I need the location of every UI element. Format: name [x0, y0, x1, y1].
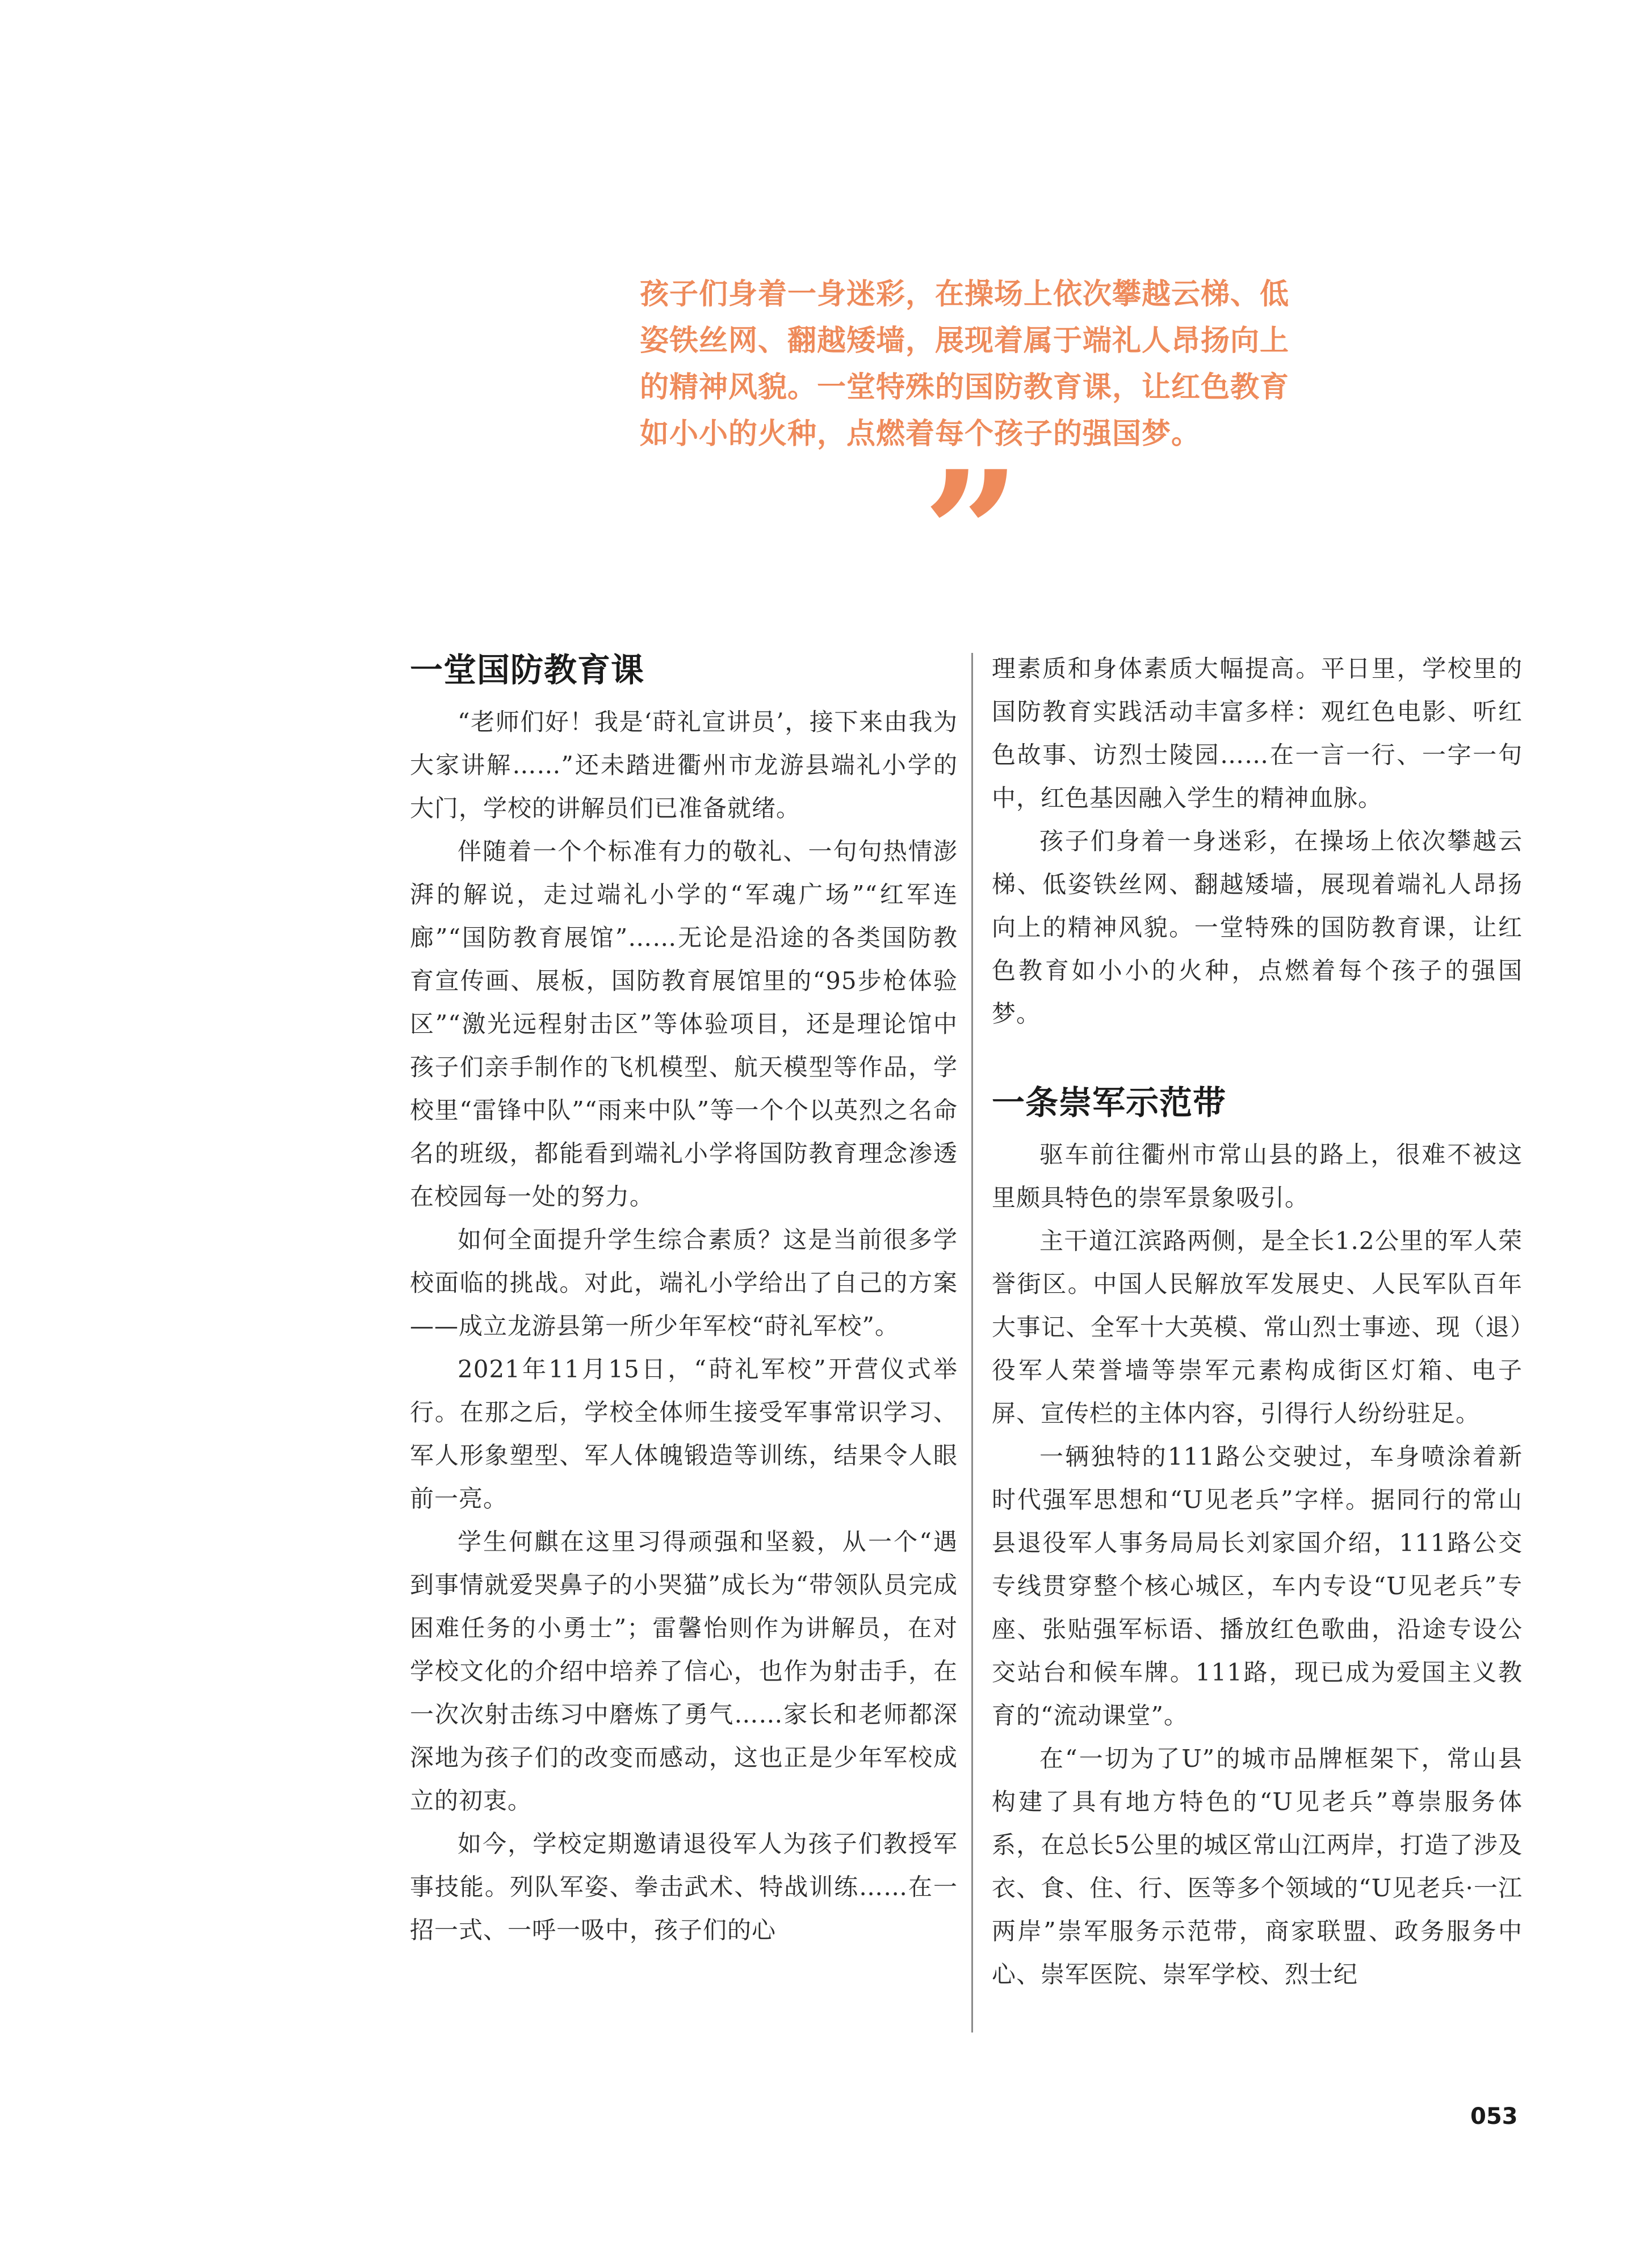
- pull-quote: 孩子们身着一身迷彩，在操场上依次攀越云梯、低姿铁丝网、翻越矮墙，展现着属于端礼人昂扬向上的精神风貌。一堂特殊的国防教育课，让红色教育如小小的火种，点燃着每个孩子的强国梦。: [640, 278, 1290, 451]
- paragraph: 2021年11月15日，“莳礼军校”开营仪式举行。在那之后，学校全体师生接受军事常识学习、军人形象塑型、军人体魄锻造等训练，结果令人眼前一亮。: [410, 1355, 958, 1512]
- paragraph: “老师们好！我是‘莳礼宣讲员’，接下来由我为大家讲解……”还未踏进衢州市龙游县端礼小学的大门，学校的讲解员们已准备就绪。: [410, 708, 958, 822]
- paragraph: 学生何麒在这里习得顽强和坚毅，从一个“遇到事情就爱哭鼻子的小哭猫”成长为“带领队员完成困难任务的小勇士”；雷馨怡则作为讲解员，在对学校文化的介绍中培养了信心，也作为射击手，在一次次射击练习中磨炼了勇气……家长和老师都深深地为孩子们的改变而感动，这也正是少年军校成立的初衷。: [410, 1528, 958, 1814]
- paragraph: 驱车前往衢州市常山县的路上，很难不被这里颇具特色的崇军景象吸引。: [992, 1141, 1523, 1212]
- section-heading-1: 一堂国防教育课: [410, 651, 645, 689]
- paragraph: 主干道江滨路两侧，是全长1.2公里的军人荣誉街区。中国人民解放军发展史、人民军队百年大事记、全军十大英模、常山烈士事迹、现（退）役军人荣誉墙等崇军元素构成街区灯箱、电子屏、宣传栏的主体内容，引得行人纷纷驻足。: [992, 1227, 1523, 1427]
- page-number: 053: [1470, 2103, 1518, 2130]
- column-divider: [971, 653, 973, 2033]
- paragraph: 一辆独特的111路公交驶过，车身喷涂着新时代强军思想和“U见老兵”字样。据同行的常山县退役军人事务局局长刘家国介绍，111路公交专线贯穿整个核心城区，车内专设“U见老兵”专座、张贴强军标语、播放红色歌曲，沿途专设公交站台和候车牌。111路，现已成为爱国主义教育的“流动课堂”。: [992, 1443, 1523, 1729]
- paragraph: 在“一切为了U”的城市品牌框架下，常山县构建了具有地方特色的“U见老兵”尊崇服务体系，在总长5公里的城区常山江两岸，打造了涉及衣、食、住、行、医等多个领域的“U见老兵·一江两岸”崇军服务示范带，商家联盟、政务服务中心、崇军医院、崇军学校、烈士纪: [992, 1745, 1523, 1988]
- closing-quote-mark: ”: [923, 433, 1021, 634]
- section-heading-2: 一条崇军示范带: [992, 1083, 1227, 1122]
- paragraph: 伴随着一个个标准有力的敬礼、一句句热情澎湃的解说，走过端礼小学的“军魂广场”“红军连廊”“国防教育展馆”……无论是沿途的各类国防教育宣传画、展板，国防教育展馆里的“95步枪体验区”“激光远程射击区”等体验项目，还是理论馆中孩子们亲手制作的飞机模型、航天模型等作品，学校里“雷锋中队”“雨来中队”等一个个以英烈之名命名的班级，都能看到端礼小学将国防教育理念渗透在校园每一处的努力。: [410, 837, 958, 1210]
- right-column: [992, 647, 1523, 1996]
- paragraph: 如今，学校定期邀请退役军人为孩子们教授军事技能。列队军姿、拳击武术、特战训练……在一招一式、一呼一吸中，孩子们的心: [410, 1830, 958, 1944]
- paragraph: 孩子们身着一身迷彩，在操场上依次攀越云梯、低姿铁丝网、翻越矮墙，展现着端礼人昂扬向上的精神风貌。一堂特殊的国防教育课，让红色教育如小小的火种，点燃着每个孩子的强国梦。: [992, 827, 1523, 1028]
- paragraph-continued: 理素质和身体素质大幅提高。平日里，学校里的国防教育实践活动丰富多样：观红色电影、听红色故事、访烈士陵园……在一言一行、一字一句中，红色基因融入学生的精神血脉。: [992, 655, 1523, 812]
- paragraph: 如何全面提升学生综合素质？这是当前很多学校面临的挑战。对此，端礼小学给出了自己的方案——成立龙游县第一所少年军校“莳礼军校”。: [410, 1226, 958, 1340]
- left-column: [410, 647, 958, 1952]
